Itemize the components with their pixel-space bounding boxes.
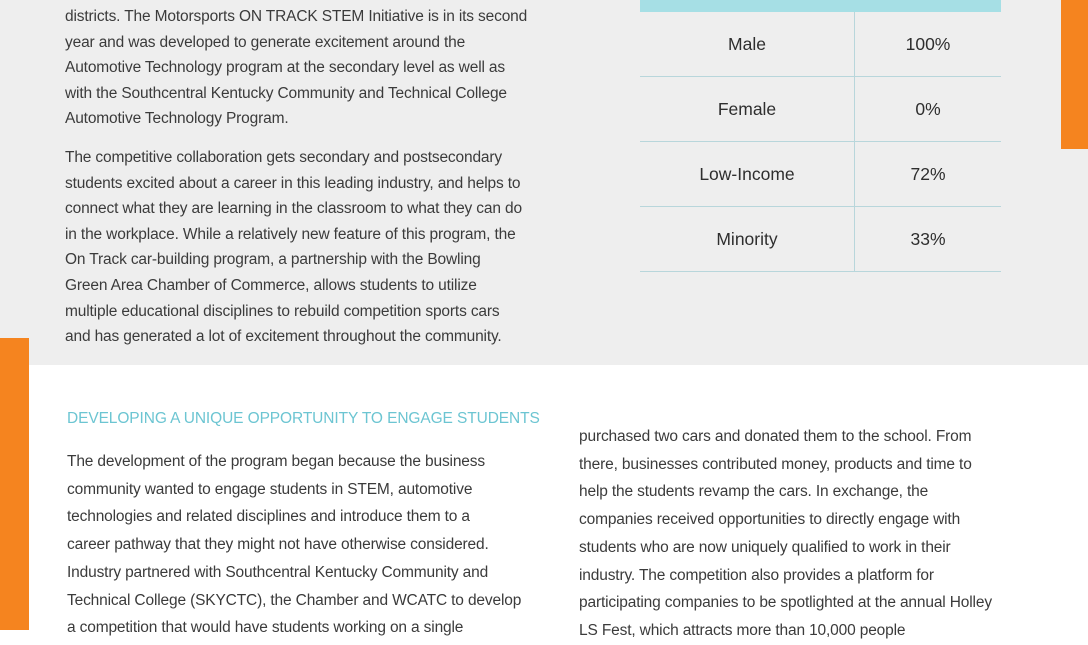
text-line: and has generated a lot of excitement throughout the community.: [65, 328, 502, 346]
row-label: Minority: [640, 207, 855, 271]
text-line: industry. The competition also provides a platform for: [579, 566, 934, 584]
orange-accent-bar-right: [1061, 0, 1088, 149]
text-line: Technical College (SKYCTC), the Chamber and WCATC to develop: [67, 591, 522, 609]
intro-paragraph: [65, 4, 527, 132]
text-line: Industry partnered with Southcentral Kentucky Community and: [67, 563, 489, 581]
demographics-table: [640, 0, 1001, 272]
row-label: Low-Income: [640, 142, 855, 206]
text-line: companies received opportunities to directly engage with: [579, 511, 961, 529]
collaboration-paragraph: [65, 145, 522, 350]
program-development-paragraph: [67, 448, 521, 642]
section-heading: DEVELOPING A UNIQUE OPPORTUNITY TO ENGAGE STUDENTS: [67, 410, 540, 427]
text-line: districts. The Motorsports ON TRACK STEM Initiative is in its second: [65, 8, 528, 25]
row-value: 33%: [910, 228, 946, 249]
text-line: Automotive Technology Program.: [65, 110, 289, 128]
orange-accent-bar-left: [0, 338, 29, 630]
table-row: [640, 207, 1001, 272]
text-line: help the students revamp the cars. In exchange, the: [579, 483, 929, 501]
text-line: The competitive collaboration gets secondary and postsecondary: [65, 149, 503, 166]
business-contribution-paragraph: [579, 423, 992, 645]
text-line: purchased two cars and donated them to the school. From: [579, 428, 972, 445]
table-row: [640, 12, 1001, 77]
row-label: Male: [640, 12, 855, 76]
text-line: students excited about a career in this leading industry, and helps to: [65, 174, 521, 192]
text-line: The development of the program began because the business: [67, 453, 485, 470]
row-value: 0%: [915, 98, 941, 119]
text-line: multiple educational disciplines to rebuild competition sports cars: [65, 302, 500, 320]
table-row: [640, 142, 1001, 207]
text-line: participating companies to be spotlighted at the annual Holley: [579, 594, 992, 612]
text-line: Green Area Chamber of Commerce, allows students to utilize: [65, 276, 477, 294]
row-value: 100%: [905, 33, 951, 54]
text-line: in the workplace. While a relatively new feature of this program, the: [65, 225, 516, 243]
text-line: community wanted to engage students in STEM, automotive: [67, 480, 473, 498]
text-line: year and was developed to generate excitement around the: [65, 33, 466, 51]
text-line: students who are now uniquely qualified to work in their: [579, 538, 951, 556]
row-value: 72%: [910, 163, 946, 184]
text-line: technologies and related disciplines and introduce them to a: [67, 508, 470, 526]
table-row: [640, 77, 1001, 142]
table-header-bar: [640, 0, 1001, 12]
text-line: with the Southcentral Kentucky Community and Technical College: [65, 84, 507, 102]
row-label: Female: [640, 77, 855, 141]
text-line: On Track car-building program, a partnership with the Bowling: [65, 251, 481, 269]
text-line: there, businesses contributed money, products and time to: [579, 455, 972, 473]
text-line: connect what they are learning in the classroom to what they can do: [65, 200, 522, 218]
text-line: career pathway that they might not have otherwise considered.: [67, 536, 489, 554]
text-line: a competition that would have students working on a single: [67, 619, 464, 637]
text-line: Automotive Technology program at the secondary level as well as: [65, 59, 506, 77]
text-line: LS Fest, which attracts more than 10,000 people: [579, 621, 906, 639]
